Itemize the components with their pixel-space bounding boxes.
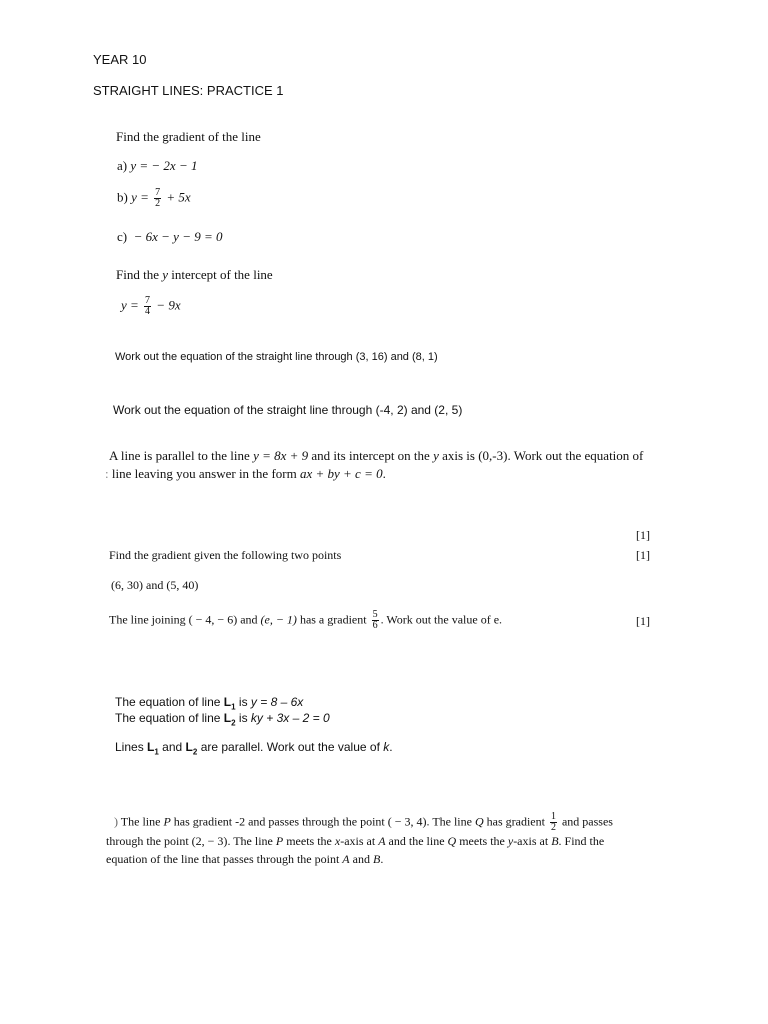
pq-point: ( − 3, 4) [387,814,427,829]
l2-equation: ky + 3x – 2 = 0 [250,711,330,725]
parallel-var: y [433,448,439,463]
fraction-numerator: 7 [155,187,161,198]
l1-equation-line [115,695,303,711]
pq-var: y [507,834,514,848]
intercept-prompt-var: y [162,267,169,282]
part-b-rhs: + 5x [166,189,191,205]
l1-name: $L_1$ [147,740,159,757]
part-a-equation: y = − 2x − 1 [130,158,198,173]
joining-question [109,610,502,631]
fraction-denominator: 6 [372,620,378,631]
l1-name: $L_1$ [223,695,236,712]
pq-text: . The line [426,814,472,829]
l2-text: The equation of line [115,711,221,725]
joining-text: and [240,612,258,627]
pq-text: meets the [459,834,505,848]
two-points-prompt: Find the gradient given the following two points [109,548,342,562]
pq-text: meets the [286,834,332,848]
pq-fraction [550,812,557,833]
intercept-fraction [144,296,151,317]
intercept-equation [121,296,181,317]
l1-text: The equation of line [115,695,221,709]
year-heading: YEAR 10 [93,52,147,67]
l1l2-var: k [383,740,390,754]
joining-text: . Work out the value of e. [380,612,503,627]
pq-var: A [378,834,386,848]
equation-question-1: Work out the equation of the straight line through (3, 16) and (8, 1) [115,351,438,363]
pq-text: and passes [561,814,613,829]
two-points-values: (6, 30) and (5, 40) [111,578,199,592]
part-b-fraction [154,188,161,209]
pq-var: A [342,852,350,866]
part-c-equation: − 6x − y − 9 = 0 [133,229,223,244]
parallel-text: . [382,466,386,481]
gradient-part-c [117,229,223,245]
l1-text: is [238,695,248,709]
parallel-lines-question [115,740,393,756]
l1-equation: y = 8 – 6x [250,695,304,709]
gradient-prompt: Find the gradient of the line [116,129,261,144]
l2-equation-line [115,711,330,727]
equation-question-2: Work out the equation of the straight line through (-4, 2) and (2, 5) [113,403,463,417]
pq-var: P [163,814,171,829]
fraction-numerator: 1 [550,811,556,822]
part-c-label: c) [117,229,128,244]
pq-text: -axis at [340,834,376,848]
l1l2-text: . [389,740,393,754]
parallel-prefix: : [105,466,109,481]
pq-text: -axis at [513,834,549,848]
part-b-lhs: y = [131,189,149,205]
fraction-denominator: 4 [145,306,151,317]
gradient-part-b [117,188,191,209]
l2-text: is [238,711,248,725]
intercept-prompt-pre: Find the [116,267,159,282]
pq-text: . Find the [558,834,605,848]
pq-question-line-2 [106,834,604,849]
marks-label: [1] [636,548,650,562]
pq-text: . The line [227,834,273,848]
parallel-form: ax + by + c = 0 [299,466,383,481]
l2-name: $L_2$ [223,711,236,728]
pq-prefix: ) [114,814,118,829]
pq-point: (2, − 3) [191,834,228,848]
marks-label: [1] [636,528,650,542]
pq-text: equation of the line that passes through the point [106,852,340,866]
l1l2-text: are parallel. Work out the value of [200,740,380,754]
worksheet-title: STRAIGHT LINES: PRACTICE 1 [93,83,284,98]
fraction-denominator: 2 [155,198,161,209]
parallel-text: and its intercept on the [311,448,430,463]
pq-text: has gradient [486,814,545,829]
parallel-equation: y = 8x + 9 [253,448,309,463]
pq-text: The line [120,814,161,829]
parallel-text: A line is parallel to the line [109,448,250,463]
pq-text: through the point [106,834,189,848]
pq-text: has gradient -2 and passes through the point [173,814,385,829]
joining-text: has a gradient [299,612,367,627]
intercept-prompt [116,267,273,283]
joining-point-1: ( − 4, − 6) [188,612,238,627]
pq-text: and [352,852,370,866]
pq-var: B [551,834,559,848]
parallel-text: axis is (0,-3). Work out the equation of [442,448,644,463]
parallel-question-line-1 [109,448,643,464]
joining-point-2: (e, − 1) [260,612,297,627]
l1l2-text: Lines [115,740,144,754]
marks-label: [1] [636,614,650,628]
l1l2-text: and [162,740,183,754]
intercept-lhs: y = [121,297,139,313]
joining-fraction [372,610,379,631]
l2-name: $L_2$ [185,740,198,757]
part-b-label: b) [117,189,128,205]
pq-var: B [372,852,381,866]
parallel-question-line-2 [105,466,386,482]
fraction-numerator: 5 [372,609,378,620]
joining-text: The line joining [109,612,186,627]
pq-text: . [380,852,384,866]
pq-text: and the line [388,834,445,848]
pq-var: x [334,834,341,848]
intercept-rhs: − 9x [156,297,181,313]
pq-var: Q [474,814,484,829]
part-a-label: a) [117,158,128,173]
parallel-text: line leaving you answer in the form [111,466,297,481]
pq-var: Q [447,834,457,848]
fraction-denominator: 2 [550,822,556,833]
gradient-part-a [117,158,197,174]
pq-var: P [275,834,284,848]
intercept-prompt-post: intercept of the line [171,267,273,282]
fraction-numerator: 7 [145,295,151,306]
pq-question-line-1 [114,812,613,833]
pq-question-line-3 [106,852,383,867]
